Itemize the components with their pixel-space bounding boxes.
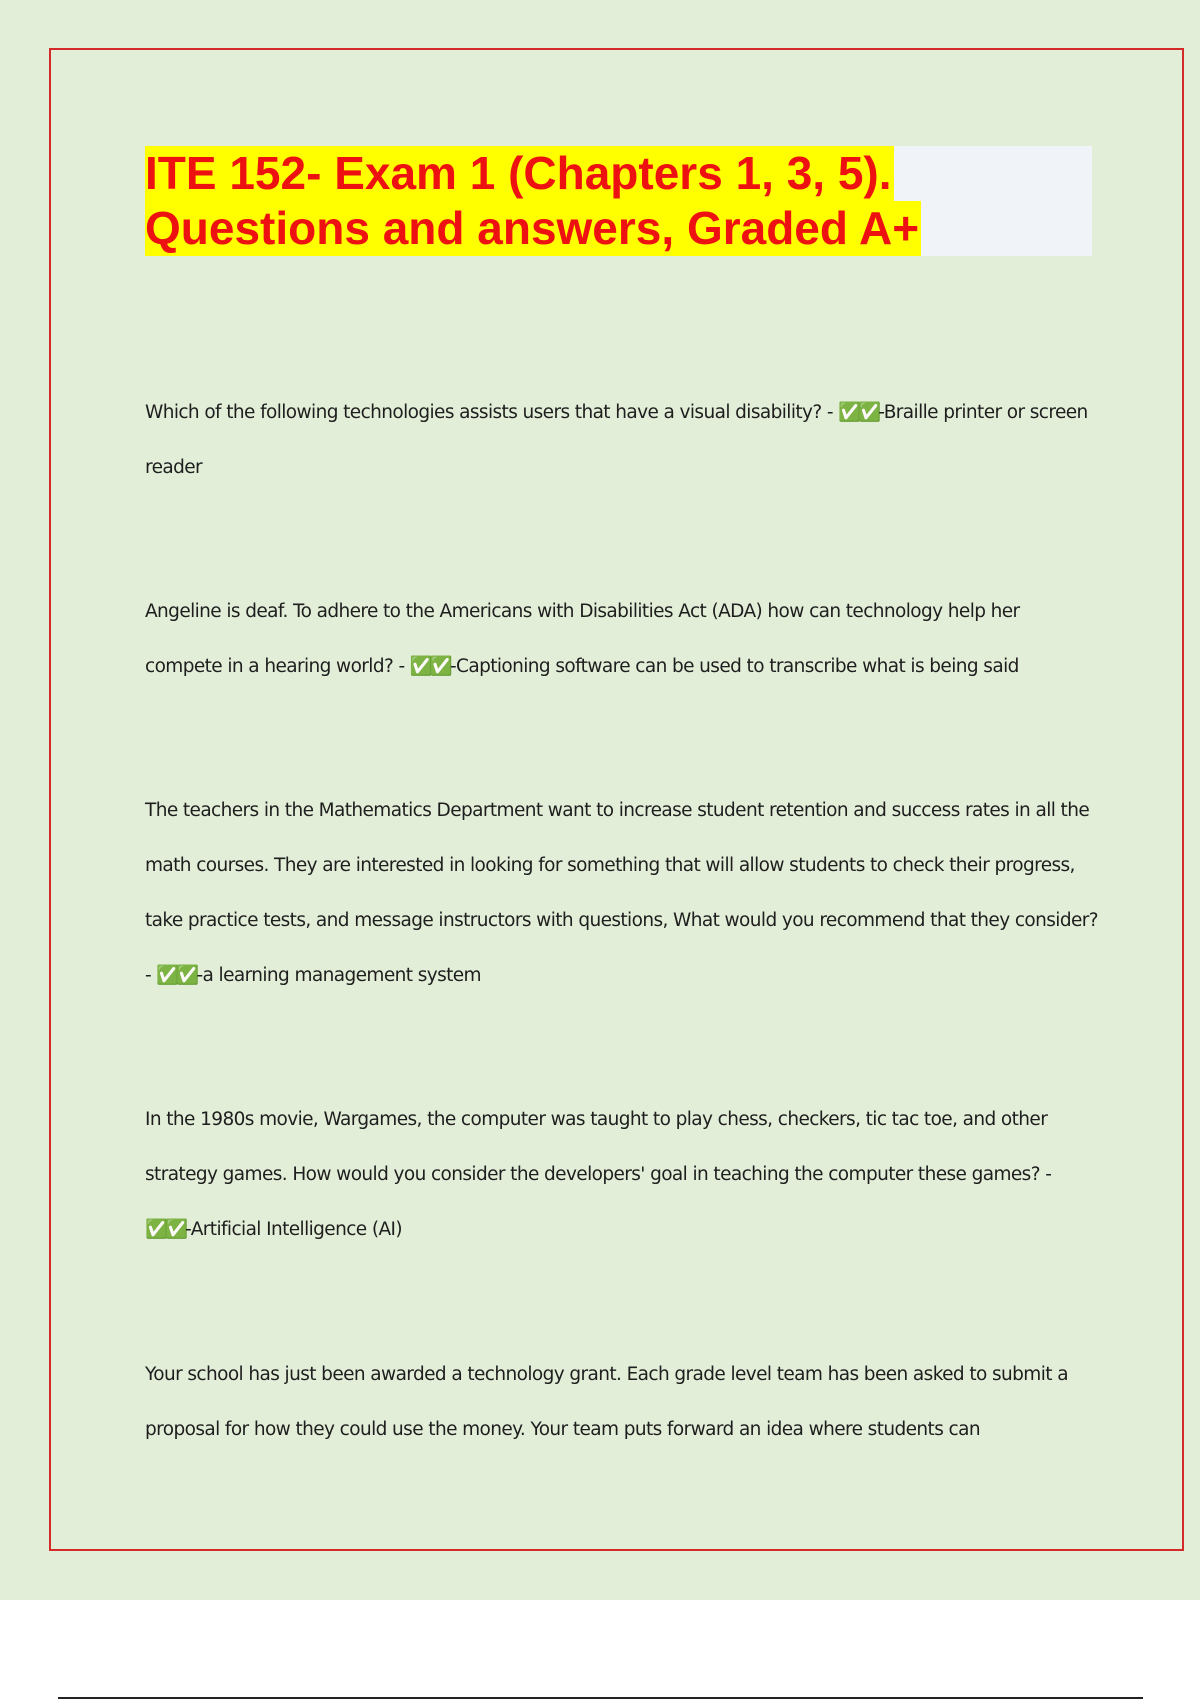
double-check-icon: ✅✅ [145,1219,186,1240]
qa-item-4 [145,1092,1100,1257]
document-title-line-2: Questions and answers, Graded A+ [145,202,920,254]
answer-text: -Braille printer or screen reader [145,402,1088,478]
question-text: The teachers in the Mathematics Department want to increase student retention and success rates in all the math courses. They are interested in looking for something that will allow students to check their progress, take practice tests, and message instructors with questions, What would you recommend that they consider? - [145,800,1098,986]
double-check-icon: ✅✅ [156,965,197,986]
double-check-icon: ✅✅ [838,402,879,423]
qa-item-2 [145,584,1100,694]
question-text: Your school has just been awarded a technology grant. Each grade level team has been asked to submit a proposal for how they could use the money. Your team puts forward an idea where students can [145,1364,1068,1440]
qa-item-1 [145,385,1100,495]
question-text: Which of the following technologies assists users that have a visual disability? - [145,402,839,423]
footer-divider [58,1697,1143,1699]
answer-text: -a learning management system [196,965,481,986]
question-text: In the 1980s movie, Wargames, the computer was taught to play chess, checkers, tic tac toe, and other strategy games. How would you consider the developers' goal in teaching the computer these games? - [145,1109,1052,1185]
document-title-line-1: ITE 152- Exam 1 (Chapters 1, 3, 5). [145,147,892,199]
qa-item-5 [145,1347,1100,1457]
answer-text: -Captioning software can be used to transcribe what is being said [449,656,1019,677]
double-check-icon: ✅✅ [409,656,450,677]
answer-text: -Artificial Intelligence (AI) [185,1219,402,1240]
qa-item-3 [145,783,1100,1003]
question-text: Angeline is deaf. To adhere to the Americans with Disabilities Act (ADA) how can technology help her compete in a hearing world? - [145,601,1020,677]
